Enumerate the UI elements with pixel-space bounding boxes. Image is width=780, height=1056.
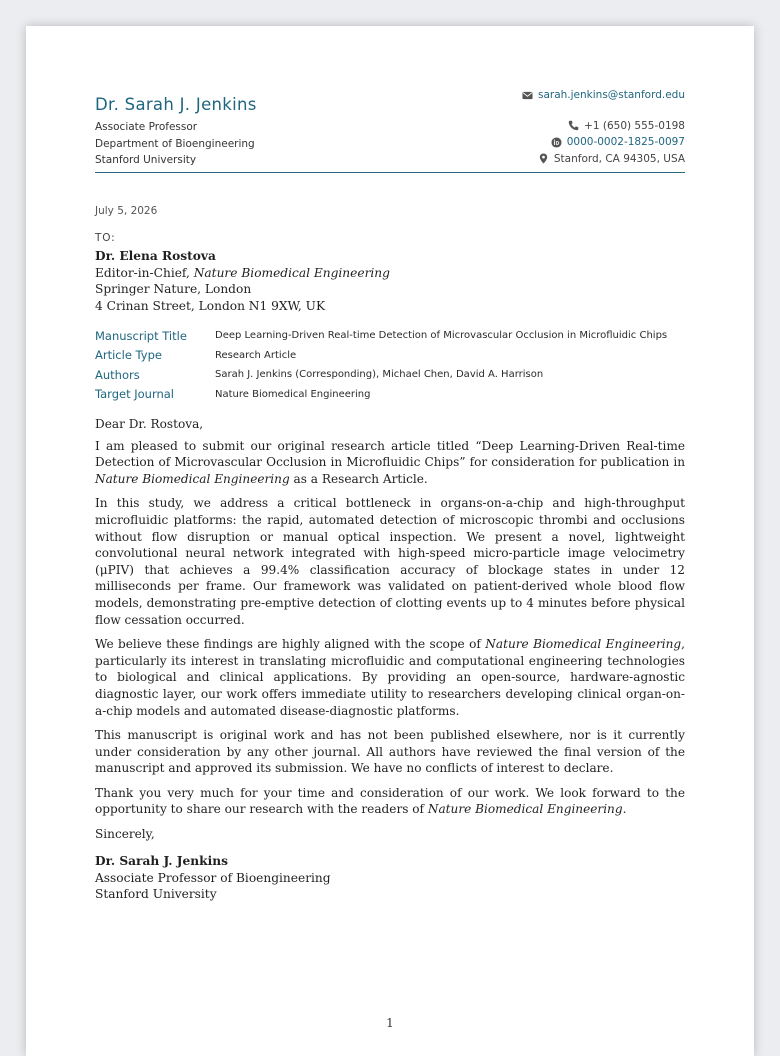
sender-title: Associate Professor: [95, 121, 198, 133]
manuscript-row: [95, 365, 695, 385]
manuscript-key: Target Journal: [95, 387, 175, 402]
manuscript-value: Research Article: [215, 349, 297, 361]
sender-affiliation: [95, 119, 255, 169]
page-number: 1: [386, 1016, 394, 1030]
phone-number: +1 (650) 555-0198: [584, 119, 685, 132]
recipient-role: Editor-in-Chief, Nature Biomedical Engineering: [95, 265, 390, 280]
paragraph-study: In this study, we address a critical bottleneck in organs-on-a-chip and high-throughput microfluidic platforms: the rapid, automated detection of microscopic thrombi and occlusions without flow disruption or manual optical inspection. We present a novel, lightweight convolutional neural network integrated with high-speed micro-particle image velocimetry (μPIV) that achieves a 99.4% classification accuracy of blockage states in under 12 milliseconds per frame. Our framework was validated on patient-derived whole blood flow models, demonstrating pre-emptive detection of clotting events up to 4 minutes before physical flow cessation occurred.: [95, 496, 685, 627]
recipient-journal: Nature Biomedical Engineering: [193, 265, 390, 280]
envelope-icon: [522, 90, 533, 101]
recipient-name: Dr. Elena Rostova: [95, 249, 216, 263]
closing: Sincerely,: [95, 827, 155, 842]
manuscript-row: [95, 346, 695, 366]
sender-contact: [522, 87, 685, 167]
location-row: [522, 151, 685, 168]
recipient-block: [95, 248, 390, 314]
to-label: TO:: [95, 232, 116, 244]
manuscript-details: [95, 326, 695, 404]
manuscript-key: Manuscript Title: [95, 328, 187, 343]
sender-location: Stanford, CA 94305, USA: [553, 152, 685, 165]
salutation: Dear Dr. Rostova,: [95, 417, 204, 431]
orcid-icon: [551, 137, 562, 148]
email-link[interactable]: sarah.jenkins@stanford.edu: [537, 89, 685, 102]
paragraph-originality: This manuscript is original work and has not been published elsewhere, nor is it currently under consideration by any other journal. All authors have reviewed the final version of the manuscript and approved its submission. We have no conflicts of interest to declare.: [95, 728, 685, 776]
sender-name: Dr. Sarah J. Jenkins: [95, 95, 257, 114]
sender-institution: Stanford University: [95, 154, 197, 166]
letter-body: [95, 416, 685, 851]
letter-page: [26, 26, 754, 1056]
manuscript-value: Deep Learning-Driven Real-time Detection of Microvascular Occlusion in Microfluidic Chips: [215, 330, 668, 342]
signature-title: Associate Professor of Bioengineering: [95, 870, 331, 885]
paragraph-thanks: Thank you very much for your time and consideration of our work. We look forward to the opportunity to share our research with the readers of Nature Biomedical Engineering.: [95, 785, 685, 817]
manuscript-key: Authors: [95, 367, 140, 382]
paragraph-intro: I am pleased to submit our original research article titled “Deep Learning-Driven Real-time Detection of Microvascular Occlusion in Microfluidic Chips” for consideration for publication in Nature Biomedical Engineering as a Research Article.: [95, 438, 685, 486]
email-row: [522, 87, 685, 104]
paragraph-scope: We believe these findings are highly aligned with the scope of Nature Biomedical Engineering, particularly its interest in translating microfluidic and computational engineering technologies to biological and clinical applications. By providing an open-source, hardware-agnostic diagnostic layer, our work offers immediate utility to researchers developing clinical organ-on-a-chip models and automated disease-diagnostic platforms.: [95, 637, 685, 718]
letter-date: July 5, 2026: [95, 205, 158, 217]
manuscript-row: [95, 326, 695, 346]
orcid-link[interactable]: 0000-0002-1825-0097: [566, 136, 685, 149]
letterhead: [95, 86, 685, 173]
map-pin-icon: [538, 153, 549, 164]
phone-icon: [568, 120, 579, 131]
manuscript-value: Nature Biomedical Engineering: [215, 388, 371, 400]
manuscript-value: Sarah J. Jenkins (Corresponding), Michael Chen, David A. Harrison: [215, 369, 544, 381]
manuscript-key: Article Type: [95, 348, 162, 363]
recipient-org: Springer Nature, London: [95, 282, 252, 296]
signature-block: [95, 853, 331, 903]
signature-name: Dr. Sarah J. Jenkins: [95, 854, 228, 868]
manuscript-row: [95, 385, 695, 405]
phone-row: [522, 118, 685, 135]
recipient-address: 4 Crinan Street, London N1 9XW, UK: [95, 298, 326, 313]
signature-institution: Stanford University: [95, 887, 217, 902]
orcid-row: [522, 134, 685, 151]
sender-department: Department of Bioengineering: [95, 137, 255, 150]
